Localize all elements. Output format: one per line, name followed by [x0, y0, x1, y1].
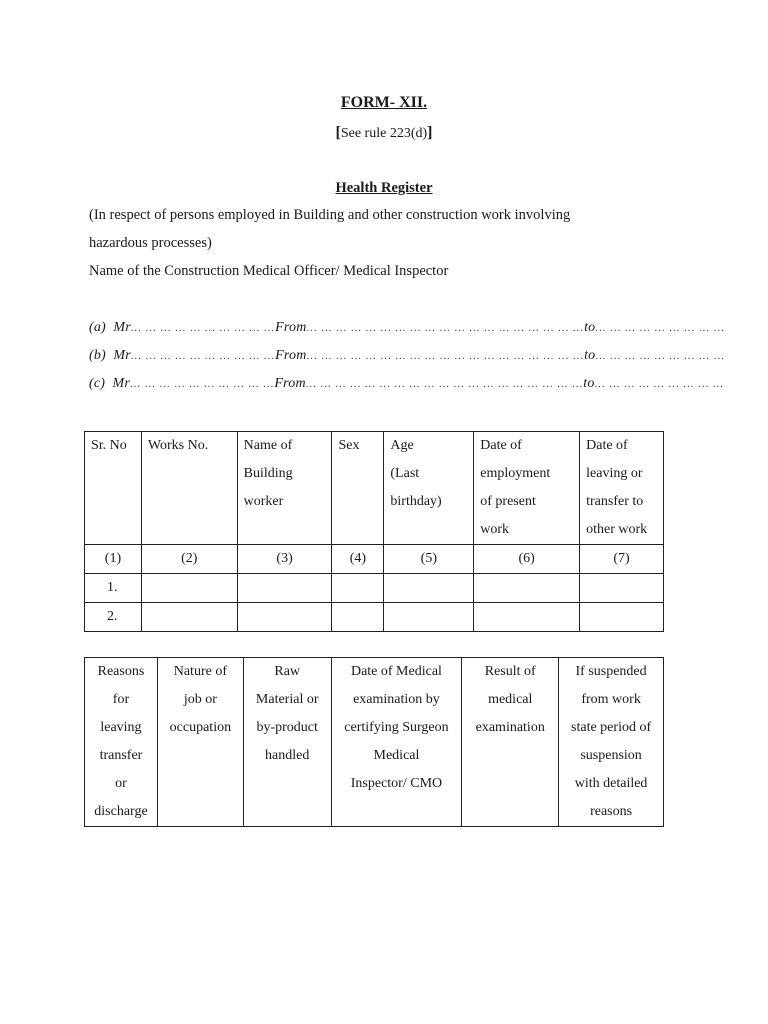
header-leaving-date [580, 432, 664, 545]
header-text: Raw Material or by-product handled [255, 664, 319, 763]
table-header-row [85, 658, 664, 827]
officer-label: Name of the Construction Medical Officer/ Medical Inspector [89, 263, 449, 279]
table-cell[interactable] [332, 574, 384, 603]
officer-name-dots: ... ... ... ... ... ... ... ... ... ... [130, 323, 276, 334]
rule-bracket-open: [ [335, 124, 341, 141]
officer-name-dots: ... ... ... ... ... ... ... ... ... ... [130, 351, 276, 362]
table-cell[interactable] [580, 574, 664, 603]
column-number: (2) [141, 545, 237, 574]
medical-examination-table [84, 657, 664, 827]
header-text: Works No. [147, 438, 209, 453]
header-text: Sr. No [91, 438, 127, 453]
header-text: Date of employment of present work [480, 438, 551, 537]
officer-to-dots: ... ... ... ... ... ... ... ... ... [595, 323, 725, 334]
officer-from-dots: ... ... ... ... ... ... ... ... ... ... ... ... ... ... ... ... ... ... ... [306, 351, 585, 362]
header-text: Sex [338, 438, 360, 453]
officer-to-label: to [584, 320, 596, 335]
officer-to-dots: ... ... ... ... ... ... ... ... ... [595, 351, 725, 362]
header-leaving-reasons [85, 658, 158, 827]
officer-line-label: (a) [89, 320, 106, 335]
header-age [384, 432, 474, 545]
officer-from-dots: ... ... ... ... ... ... ... ... ... ... ... ... ... ... ... ... ... ... ... [306, 323, 585, 334]
table-row [85, 574, 664, 603]
header-text: Reasons for leaving transfer or discharge [94, 664, 148, 819]
header-text: Date of leaving or transfer to other work [586, 438, 648, 537]
table-cell[interactable] [474, 603, 580, 632]
officer-mr-label: Mr [113, 320, 131, 335]
header-sex [332, 432, 384, 545]
column-number: (6) [474, 545, 580, 574]
row-number: 2. [85, 603, 142, 632]
table-cell[interactable] [141, 603, 237, 632]
table-cell[interactable] [237, 603, 332, 632]
rule-reference-text: See rule 223(d) [340, 126, 428, 141]
officer-to-dots: ... ... ... ... ... ... ... ... ... [594, 379, 725, 390]
officer-from-dots: ... ... ... ... ... ... ... ... ... ... ... ... ... ... ... ... ... ... ... [305, 379, 584, 390]
officer-line-label: (b) [89, 348, 106, 363]
officer-line-label: (c) [89, 376, 106, 391]
officer-line-a[interactable] [89, 320, 725, 336]
header-raw-material [243, 658, 331, 827]
table-cell[interactable] [141, 574, 237, 603]
header-worker-name [237, 432, 332, 545]
officer-from-label: From [275, 320, 307, 335]
column-number-row [85, 545, 664, 574]
column-number: (3) [237, 545, 332, 574]
rule-reference [0, 124, 768, 142]
officer-line-b[interactable] [89, 348, 725, 364]
table-cell[interactable] [474, 574, 580, 603]
table-header-row [85, 432, 664, 545]
header-text: Nature of job or occupation [169, 664, 232, 735]
header-exam-result [462, 658, 559, 827]
header-text: Result of medical examination [475, 664, 545, 735]
officer-from-label: From [274, 376, 306, 391]
header-works-no [141, 432, 237, 545]
table-row [85, 603, 664, 632]
column-number: (4) [332, 545, 384, 574]
header-text: If suspended from work state period of suspension with detailed reasons [571, 664, 652, 819]
table-cell[interactable] [384, 603, 474, 632]
header-text: Name of Building worker [243, 438, 293, 509]
form-title: FORM- XII. [340, 94, 428, 111]
intro-line-2: hazardous processes) [89, 235, 212, 251]
table-cell[interactable] [237, 574, 332, 603]
header-sr-no [85, 432, 142, 545]
officer-mr-label: Mr [112, 376, 131, 391]
worker-details-table [84, 431, 664, 632]
officer-to-label: to [584, 348, 596, 363]
officer-line-c[interactable] [89, 376, 724, 392]
rule-bracket-close: ] [427, 124, 433, 141]
header-medical-exam-date [331, 658, 462, 827]
header-text: Date of Medical examination by certifying Surgeon Medical Inspector/ CMO [344, 664, 449, 791]
officer-name-dots: ... ... ... ... ... ... ... ... ... ... [130, 379, 275, 390]
table-cell[interactable] [384, 574, 474, 603]
header-employment-date [474, 432, 580, 545]
header-text: Age (Last birthday) [390, 438, 442, 509]
row-number: 1. [85, 574, 142, 603]
officer-mr-label: Mr [113, 348, 131, 363]
table-cell[interactable] [332, 603, 384, 632]
officer-from-label: From [275, 348, 307, 363]
header-job-nature [157, 658, 243, 827]
column-number: (5) [384, 545, 474, 574]
header-suspension-period [559, 658, 664, 827]
register-title: Health Register [335, 180, 433, 196]
officer-to-label: to [583, 376, 595, 391]
table-cell[interactable] [580, 603, 664, 632]
column-number: (7) [580, 545, 664, 574]
column-number: (1) [85, 545, 142, 574]
intro-line-1: (In respect of persons employed in Building and other construction work involving [89, 207, 571, 223]
